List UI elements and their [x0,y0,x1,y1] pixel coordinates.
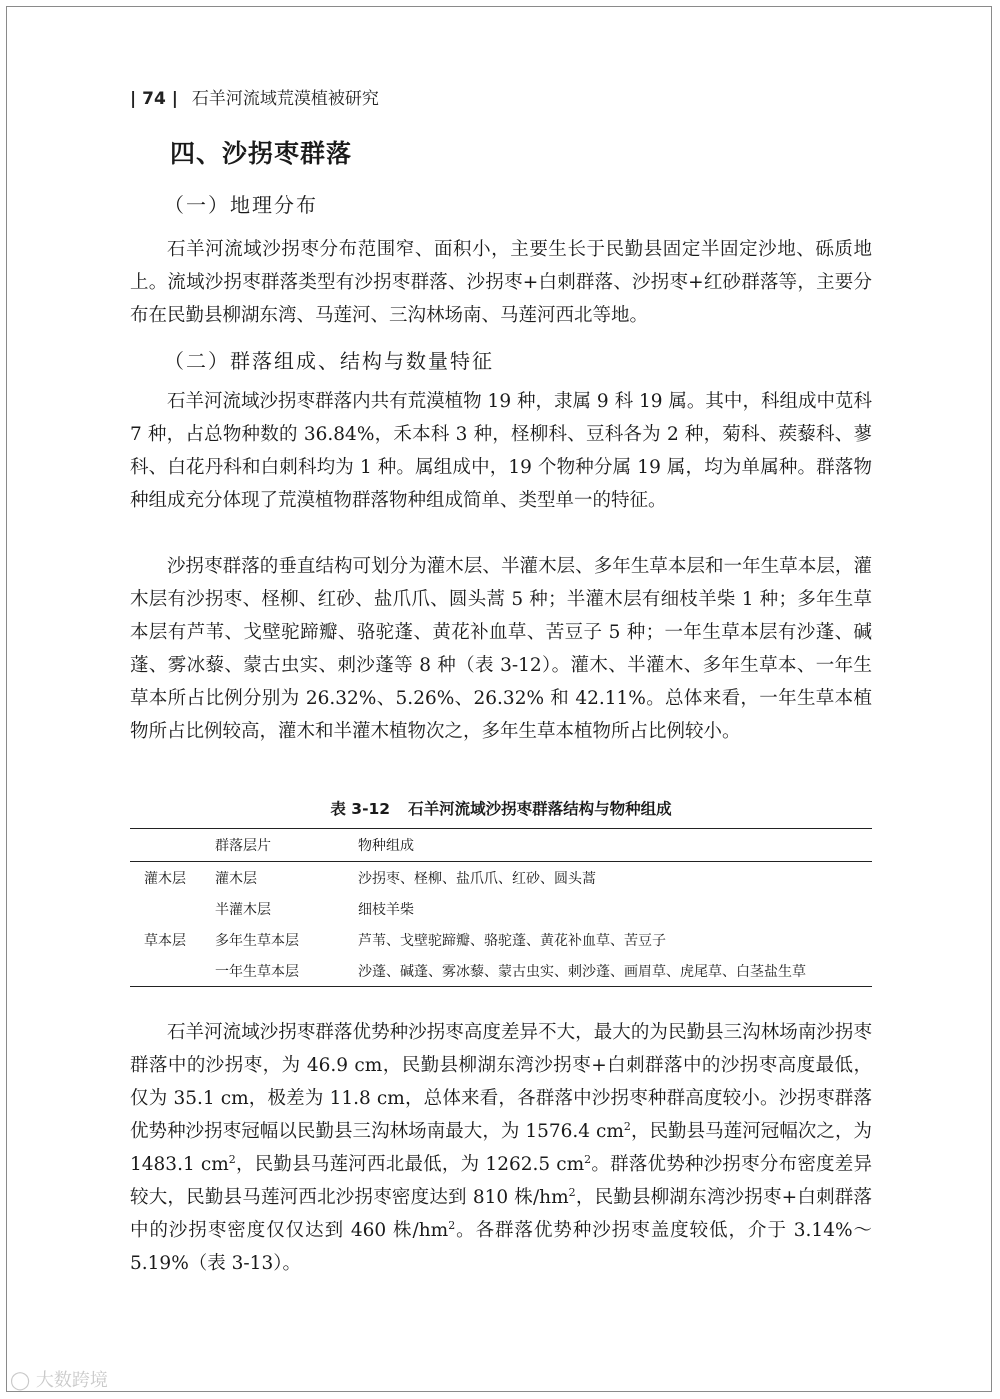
page-number: | 74 | [130,89,178,109]
row-group [130,955,214,987]
row-group: 草本层 [144,932,186,949]
table-row [130,924,872,955]
table-row [130,862,872,894]
watermark-logo-icon: ◯ [10,1370,31,1391]
paragraph-composition: 石羊河流域沙拐枣群落内共有荒漠植物 19 种，隶属 9 科 19 属。其中，科组成中苋科 7 种，占总物种数的 36.84%，禾本科 3 种，柽柳科、豆科各为 2 种，菊科、蒺藜科、蓼科、白花丹科和白刺科均为 1 种。属组成中，19 个物种分属 19 属，均为单属种。群落物种组成充分体现了荒漠植物群落物种组成简单、类型单一的特征。 [130,391,872,511]
row-species: 沙拐枣、柽柳、盐爪爪、红砂、圆头蒿 [358,870,596,887]
row-sublayer: 多年生草本层 [215,932,299,949]
section-title: 四、沙拐枣群落 [170,139,353,168]
subsection-title-composition: （二）群落组成、结构与数量特征 [164,349,494,373]
row-sublayer: 一年生草本层 [214,955,358,987]
header-species: 物种组成 [358,829,872,862]
book-title: 石羊河流域荒漠植被研究 [191,89,379,109]
row-species: 芦苇、戈壁驼蹄瓣、骆驼蓬、黄花补血草、苦豆子 [358,932,666,949]
row-species: 沙蓬、碱蓬、雾冰藜、蒙古虫实、刺沙蓬、画眉草、虎尾草、白茎盐生草 [358,955,872,987]
row-sublayer: 灌木层 [215,870,257,887]
paragraph-distribution: 石羊河流域沙拐枣分布范围窄、面积小，主要生长于民勤县固定半固定沙地、砾质地上。流域沙拐枣群落类型有沙拐枣群落、沙拐枣+白刺群落、沙拐枣+红砂群落等，主要分布在民勤县柳湖东湾、马莲河、三沟林场南、马莲河西北等地。 [130,239,872,326]
header-layer: 群落层片 [214,829,358,862]
row-group: 灌木层 [144,870,186,887]
watermark [10,1366,108,1392]
table-title: 石羊河流域沙拐枣群落结构与物种组成 [408,800,672,818]
row-sublayer: 半灌木层 [215,901,271,918]
paragraph-height-canopy-density: 石羊河流域沙拐枣群落优势种沙拐枣高度差异不大，最大的为民勤县三沟林场南沙拐枣群落中的沙拐枣，为 46.9 cm，民勤县柳湖东湾沙拐枣+白刺群落中的沙拐枣高度最低，仅为 35.1 cm，极差为 11.8 cm，总体来看，各群落中沙拐枣种群高度较小。沙拐枣群落优势种沙拐枣冠幅以民勤县三沟林场南最大，为 1576.4 $cm^2$，民勤县马莲河冠幅次之，为 1483.1 $cm^2$，民勤县马莲河西北最低，为 1262.5 $cm^2$。群落优势种沙拐枣分布密度差异较大，民勤县马莲河西北沙拐枣密度达到 810 株$/hm^2$，民勤县柳湖东湾沙拐枣+白刺群落中的沙拐枣密度仅仅达到 460 株$/hm^2$。各群落优势种沙拐枣盖度较低，介于 3.14%～5.19%（表 3-13）。 [130,1022,873,1274]
community-structure-table [130,828,872,987]
row-species: 细枝羊柴 [358,901,414,918]
watermark-text: 大数跨境 [35,1370,108,1391]
running-header [130,84,379,109]
table-row [130,955,872,987]
table-row [130,893,872,924]
table-label: 表 3-12 [330,800,391,818]
paragraph-vertical-structure: 沙拐枣群落的垂直结构可划分为灌木层、半灌木层、多年生草本层和一年生草本层，灌木层有沙拐枣、柽柳、红砂、盐爪爪、圆头蒿 5 种；半灌木层有细枝羊柴 1 种；多年生草本层有芦苇、戈壁驼蹄瓣、骆驼蓬、黄花补血草、苦豆子 5 种；一年生草本层有沙蓬、碱蓬、雾冰藜、蒙古虫实、刺沙蓬等 8 种（表 3-12）。灌木、半灌木、多年生草本、一年生草本所占比例分别为 26.32%、5.26%、26.32% 和 42.11%。总体来看，一年生草本植物所占比例较高，灌木和半灌木植物次之，多年生草本植物所占比例较小。 [130,556,872,742]
subsection-title-distribution: （一）地理分布 [164,193,318,217]
table-header-row [130,829,872,862]
row-group [130,893,214,924]
table-caption [130,797,872,819]
